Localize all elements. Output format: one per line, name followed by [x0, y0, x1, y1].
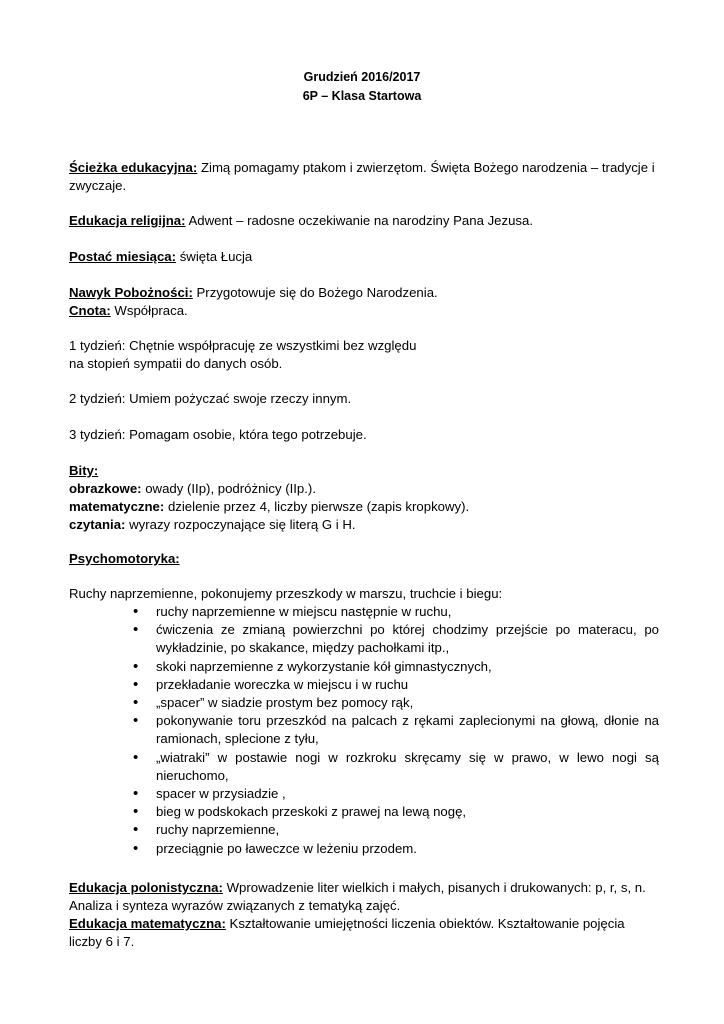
polonistyczna-line — [69, 879, 659, 897]
list-item: • ćwiczenia ze zmianą powierzchni po której chodzimy przejście po materacu, po wykładzinie, po skakance, między pachołkami itp., — [69, 621, 659, 657]
sciezka-label: Ścieżka edukacyjna: — [69, 160, 198, 175]
list-item: • „spacer” w siadzie prostym bez pomocy rąk, — [69, 694, 659, 712]
czytania-text: wyrazy rozpoczynające się literą G i H. — [125, 517, 356, 532]
list-item: • pokonywanie toru przeszkód na palcach z rękami zaplecionymi na głową, dłonie na ramionach, splecione z tyłu, — [69, 712, 659, 748]
bity-label: Bity: — [69, 463, 99, 478]
week1-line2: na stopień sympatii do danych osób. — [69, 356, 283, 371]
list-item: • skoki naprzemienne z wykorzystanie kół gimnastycznych, — [69, 658, 659, 676]
list-item: • przekładanie woreczka w miejscu i w ruchu — [69, 676, 659, 694]
week2-line: 2 tydzień: Umiem pożyczać swoje rzeczy innym. — [69, 391, 352, 406]
obrazkowe-text: owady (IIp), podróżnicy (IIp.). — [141, 481, 316, 496]
document-subtitle: 6P – Klasa Startowa — [302, 89, 422, 103]
religia-label: Edukacja religijna: — [69, 213, 186, 228]
cnota-text: Współpraca. — [110, 303, 188, 318]
bity-czytania — [69, 516, 659, 534]
psycho-list — [69, 603, 659, 858]
matematyczna-label: Edukacja matematyczna: — [69, 916, 226, 931]
bity-heading — [69, 462, 659, 480]
matematyczne-text: dzielenie przez 4, liczby pierwsze (zapis kropkowy). — [164, 499, 470, 514]
bity-matematyczne — [69, 498, 659, 516]
sciezka-line — [69, 159, 659, 177]
list-item: • „wiatraki” w postawie nogi w rozkroku skręcamy się w prawo, w lewo nogi są nieruchomo, — [69, 749, 659, 785]
religia-text: Adwent – radosne oczekiwanie na narodziny Pana Jezusa. — [185, 213, 534, 228]
postac-line — [69, 248, 659, 266]
list-item: • przeciągnie po ławeczce w leżeniu przodem. — [69, 840, 659, 858]
nawyk-line — [69, 284, 659, 302]
sciezka-text-cont: zwyczaje. — [69, 178, 127, 193]
psycho-label: Psychomotoryka: — [69, 551, 180, 566]
nawyk-text: Przygotowuje się do Bożego Narodzenia. — [192, 285, 438, 300]
religia-line — [69, 212, 659, 230]
polonistyczna-text-cont: Analiza i synteza wyrazów związanych z tematyką zajęć. — [69, 898, 401, 913]
week1-line1: 1 tydzień: Chętnie współpracuję ze wszystkimi bez względu — [69, 338, 417, 353]
matematyczna-text: Kształtowanie umiejętności liczenia obiektów. Kształtowanie pojęcia — [225, 916, 625, 931]
postac-label: Postać miesiąca: — [69, 249, 177, 264]
cnota-label: Cnota: — [69, 303, 111, 318]
cnota-line — [69, 302, 659, 320]
sciezka-text: Zimą pomagamy ptakom i zwierzętom. Święta Bożego narodzenia – tradycje i — [197, 160, 655, 175]
obrazkowe-label: obrazkowe: — [69, 481, 142, 496]
polonistyczna-label: Edukacja polonistyczna: — [69, 880, 223, 895]
psycho-intro: Ruchy naprzemienne, pokonujemy przeszkody w marszu, truchcie i biegu: — [69, 586, 503, 601]
document-title: Grudzień 2016/2017 — [303, 70, 421, 84]
list-item: • ruchy naprzemienne w miejscu następnie w ruchu, — [69, 603, 659, 621]
list-item: • bieg w podskokach przeskoki z prawej na lewą nogę, — [69, 803, 659, 821]
nawyk-label: Nawyk Pobożności: — [69, 285, 193, 300]
matematyczne-label: matematyczne: — [69, 499, 165, 514]
list-item: • ruchy naprzemienne, — [69, 821, 659, 839]
psycho-heading — [69, 550, 659, 568]
week3-line: 3 tydzień: Pomagam osobie, która tego potrzebuje. — [69, 427, 367, 442]
matematyczna-line — [69, 915, 659, 933]
czytania-label: czytania: — [69, 517, 126, 532]
bity-obrazkowe — [69, 480, 659, 498]
postac-text: święta Łucja — [176, 249, 253, 264]
list-item: • spacer w przysiadzie , — [69, 785, 659, 803]
matematyczna-text-cont: liczby 6 i 7. — [69, 934, 135, 949]
polonistyczna-text: Wprowadzenie liter wielkich i małych, pisanych i drukowanych: p, r, s, n. — [222, 880, 646, 895]
